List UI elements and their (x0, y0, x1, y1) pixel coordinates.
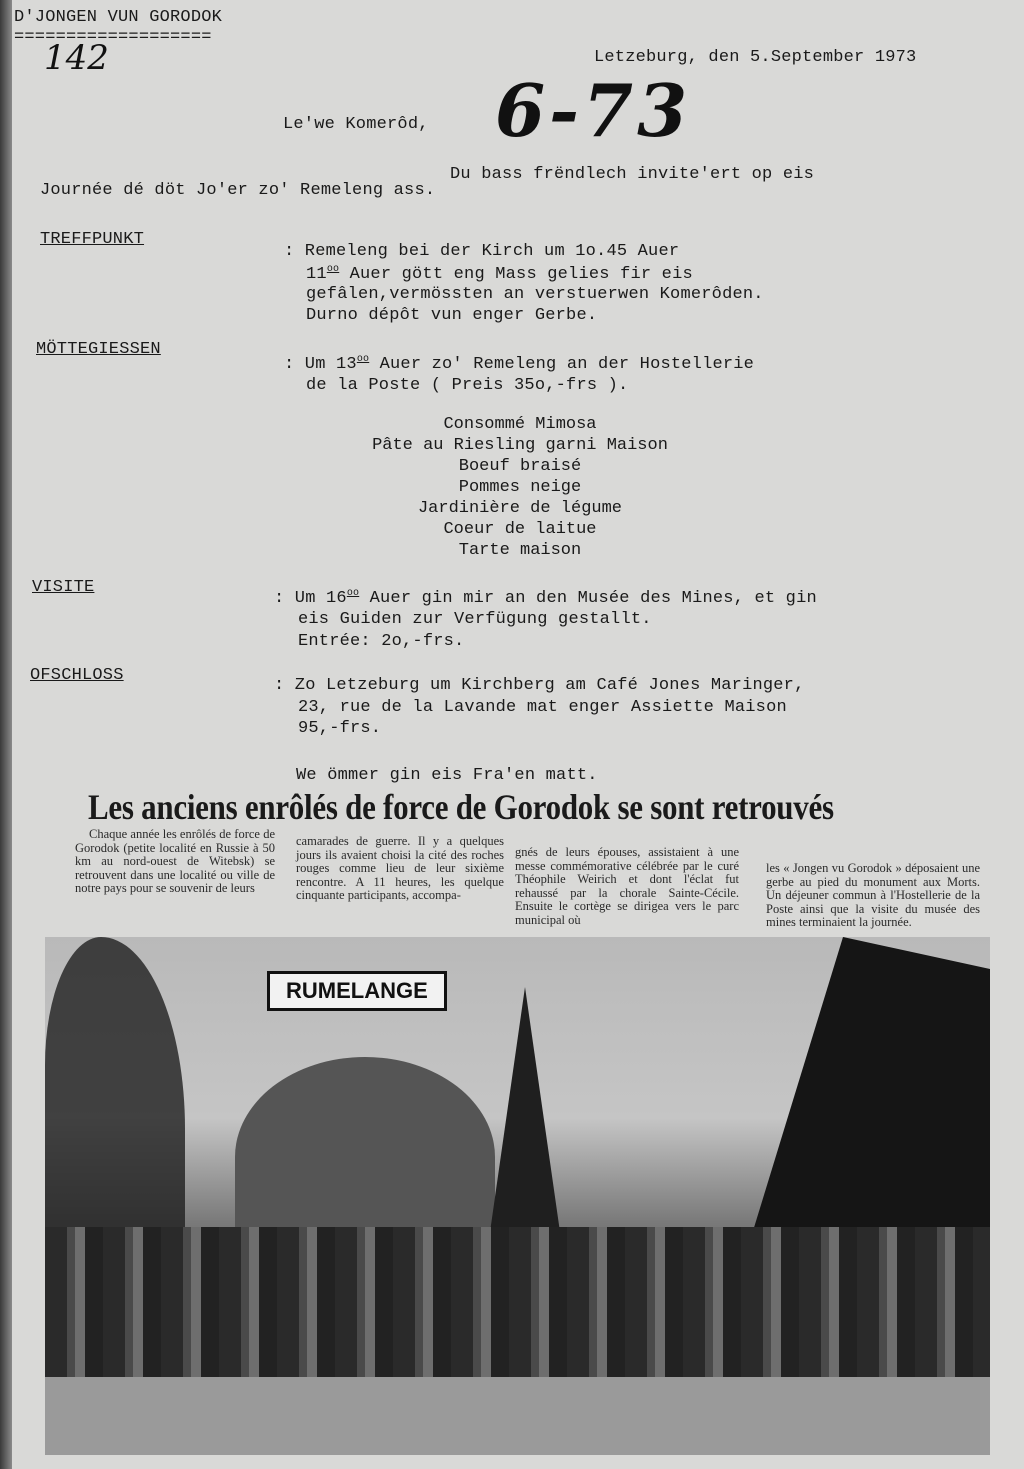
menu-item: Consommé Mimosa (443, 415, 597, 434)
clipping-headline: Les anciens enrôlés de force de Gorodok se sont retrouvés (88, 787, 834, 827)
visite-line-2: eis Guiden zur Verfügung gestallt. (298, 610, 652, 629)
tree-right (745, 937, 990, 1257)
letter-header-title: D'JONGEN VUN GORODOK (14, 8, 223, 27)
text: : Um 13 (284, 355, 357, 374)
minutes: oo (326, 264, 340, 275)
treffpunkt-line-2 (306, 264, 693, 284)
minutes: oo (346, 588, 360, 599)
ofschloss-label: OFSCHLOSS (30, 666, 124, 685)
text: : Um 16 (274, 589, 347, 608)
moettegiessen-line-1 (284, 354, 754, 374)
text: Auer gött eng Mass gelies fir eis (339, 265, 693, 284)
binding-edge (0, 0, 12, 1469)
hour: 11 (306, 265, 327, 284)
menu-item: Tarte maison (458, 541, 582, 560)
moettegiessen-label: MÖTTEGIESSEN (36, 340, 161, 359)
intro-line-2: Journée dé döt Jo'er zo' Remeleng ass. (40, 181, 436, 200)
group-photo (45, 937, 990, 1455)
text: Auer zo' Remeleng an der Hostellerie (369, 355, 755, 374)
moettegiessen-line-2: de la Poste ( Preis 35o,-frs ). (306, 376, 629, 395)
clipping-column-3: gnés de leurs épouses, assistaient à une messe commémorative célébrée par le curé Théophile Weirich et dont l'éclat fut rehaussé par la chorale Sainte-Cécile. Ensuite le cortège se dirigea vers le parc municipal où (515, 845, 739, 927)
road (45, 1377, 990, 1455)
ofschloss-line-2: 23, rue de la Lavande mat enger Assiette Maison (298, 698, 787, 717)
menu-item: Boeuf braisé (458, 457, 582, 476)
photo-location-label: RUMELANGE (267, 971, 447, 1011)
menu-item: Pommes neige (458, 478, 582, 497)
minutes: oo (356, 354, 370, 365)
clipping-column-1: Chaque année les enrôlés de force de Gorodok (petite localité en Russie à 50 km au nord-ouest de Witebsk) se retrouvent dans une localité ou ville de notre pays pour se souvenir de leurs (75, 827, 275, 896)
clipping-column-4: les « Jongen vu Gorodok » déposaient une gerbe au pied du monument aux Morts. Un déjeuner commun à l'Hostellerie de la Poste ainsi que la visite du musée des mines terminaient la journée. (766, 861, 980, 930)
menu-list (330, 414, 710, 561)
fir-tree (485, 987, 565, 1267)
menu-item: Jardinière de légume (417, 499, 623, 518)
closing-line: We ömmer gin eis Fra'en matt. (296, 766, 598, 785)
menu-item: Pâte au Riesling garni Maison (372, 436, 668, 455)
tree-left (45, 937, 185, 1257)
treffpunkt-line-4: Durno dépôt vun enger Gerbe. (306, 306, 598, 325)
visite-line-1 (274, 588, 817, 608)
salutation: Le'we Komerôd, (283, 115, 429, 134)
visite-label: VISITE (32, 578, 95, 597)
visite-line-3: Entrée: 2o,-frs. (298, 632, 465, 651)
header-rule: =================== (14, 28, 212, 47)
treffpunkt-line-1: : Remeleng bei der Kirch um 1o.45 Auer (284, 242, 680, 261)
treffpunkt-label: TREFFPUNKT (40, 230, 145, 249)
intro-line-1: Du bass frëndlech invite'ert op eis (450, 165, 815, 184)
ofschloss-line-3: 95,-frs. (298, 719, 382, 738)
handwritten-number: 142 (44, 38, 109, 78)
ofschloss-line-1: : Zo Letzeburg um Kirchberg am Café Jones Maringer, (274, 676, 805, 695)
clipping-column-2: camarades de guerre. Il y a quelques jours ils avaient choisi la cité des roches rouges comme lieu de leur sixième rencontre. A 11 heures, les quelque cinquante participants, accompa- (296, 834, 504, 903)
crowd (45, 1227, 990, 1397)
treffpunkt-line-3: gefâlen,vermössten an verstuerwen Komerôden. (306, 285, 764, 304)
date-line: Letzeburg, den 5.September 1973 (594, 48, 917, 67)
text: Auer gin mir an den Musée des Mines, et gin (359, 589, 817, 608)
handwritten-date: 6-73 (495, 68, 692, 153)
menu-item: Coeur de laitue (443, 520, 597, 539)
